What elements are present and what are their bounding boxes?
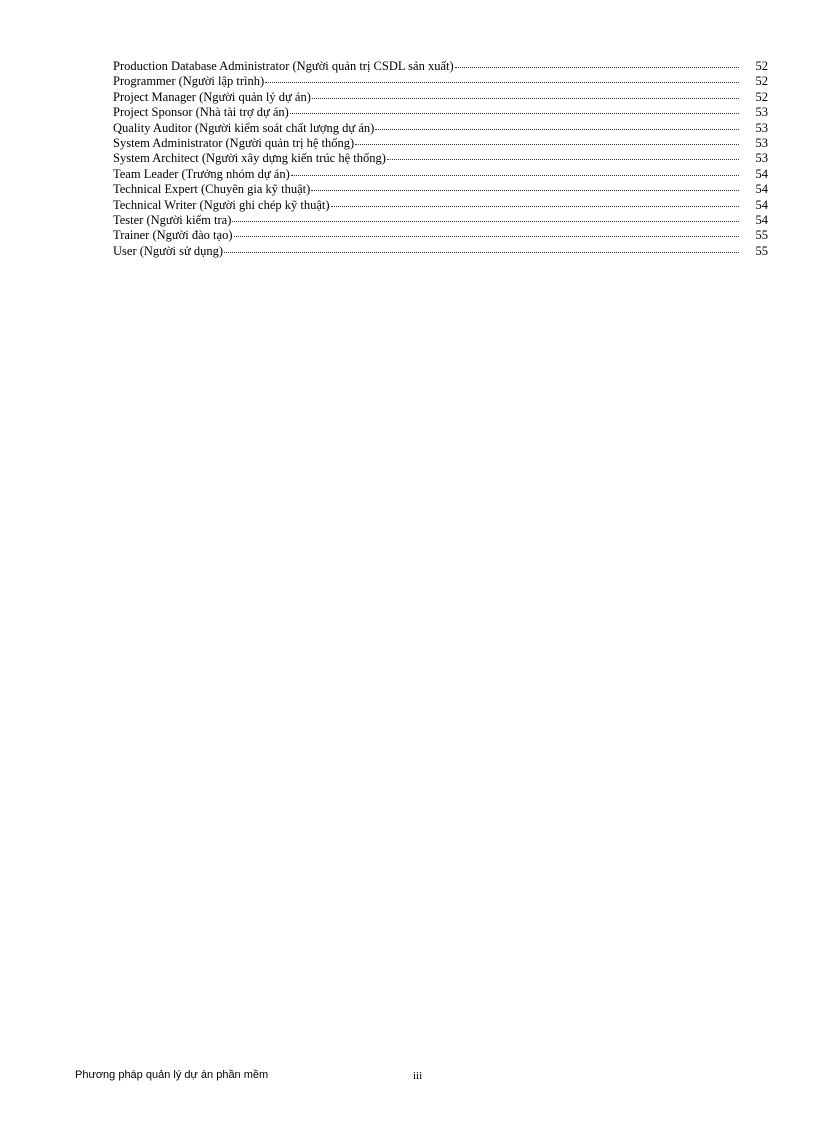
toc-entry-trainer[interactable] <box>113 228 768 243</box>
toc-dot-leader <box>232 221 739 222</box>
toc-dot-leader <box>331 206 739 207</box>
toc-entry-page: 53 <box>755 151 768 166</box>
footer-document-title: Phương pháp quản lý dự án phần mềm <box>75 1069 269 1081</box>
toc-dot-leader <box>234 236 740 237</box>
toc-entry-label: User (Người sử dụng) <box>113 243 224 258</box>
toc-entry-system-architect[interactable] <box>113 151 768 166</box>
toc-entry-page: 55 <box>755 243 768 258</box>
toc-entry-label: Technical Writer (Người ghi chép kỹ thuật) <box>113 197 330 212</box>
toc-entry-programmer[interactable] <box>113 74 768 89</box>
toc-dot-leader <box>375 129 739 130</box>
toc-entry-system-administrator[interactable] <box>113 136 768 151</box>
toc-entry-page: 54 <box>755 182 768 197</box>
toc-entry-label: System Architect (Người xây dựng kiến trúc hệ thống) <box>113 151 386 166</box>
toc-entry-production-database-administrator[interactable] <box>113 59 768 74</box>
toc-entry-label: System Administrator (Người quản trị hệ thống) <box>113 135 355 150</box>
toc-dot-leader <box>290 113 739 114</box>
toc-entry-page: 53 <box>755 105 768 120</box>
toc-dot-leader <box>291 175 739 176</box>
toc-entry-page: 54 <box>755 197 768 212</box>
toc-entry-project-sponsor[interactable] <box>113 105 768 120</box>
toc-entry-label: Project Manager (Người quản lý dự án) <box>113 89 311 104</box>
toc-entry-page: 53 <box>755 135 768 150</box>
page-footer <box>75 1069 455 1085</box>
toc-entry-tester[interactable] <box>113 213 768 228</box>
toc-entry-page: 55 <box>755 228 768 243</box>
toc-entry-label: Team Leader (Trưởng nhóm dự án) <box>113 166 290 181</box>
toc-entry-label: Programmer (Người lập trình) <box>113 74 265 89</box>
toc-entry-page: 52 <box>755 74 768 89</box>
toc-dot-leader <box>387 159 739 160</box>
toc-entry-technical-expert[interactable] <box>113 182 768 197</box>
toc-entry-label: Project Sponsor (Nhà tài trợ dự án) <box>113 105 289 120</box>
toc-entry-technical-writer[interactable] <box>113 198 768 213</box>
toc-entry-project-manager[interactable] <box>113 90 768 105</box>
toc-entry-label: Trainer (Người đào tạo) <box>113 228 233 243</box>
toc-entry-user[interactable] <box>113 244 768 259</box>
toc-dot-leader <box>311 190 739 191</box>
toc-entry-team-leader[interactable] <box>113 167 768 182</box>
toc-dot-leader <box>455 67 739 68</box>
toc-entry-label: Technical Expert (Chuyên gia kỹ thuật) <box>113 182 311 197</box>
toc-entry-label: Production Database Administrator (Người quản trị CSDL sản xuất) <box>113 59 454 73</box>
toc-entry-page: 54 <box>755 166 768 181</box>
footer-page-number: iii <box>413 1070 423 1082</box>
toc-dot-leader <box>355 144 739 145</box>
toc-dot-leader <box>312 98 739 99</box>
toc-entry-quality-auditor[interactable] <box>113 121 768 136</box>
toc-entry-page: 54 <box>755 212 768 227</box>
toc-dot-leader <box>224 252 739 253</box>
toc-entry-label: Tester (Người kiểm tra) <box>113 212 232 227</box>
table-of-contents <box>113 59 768 259</box>
toc-dot-leader <box>265 82 739 83</box>
toc-entry-page: 52 <box>755 59 768 73</box>
toc-entry-page: 53 <box>755 120 768 135</box>
toc-entry-label: Quality Auditor (Người kiểm soát chất lượng dự án) <box>113 120 375 135</box>
toc-entry-page: 52 <box>755 89 768 104</box>
